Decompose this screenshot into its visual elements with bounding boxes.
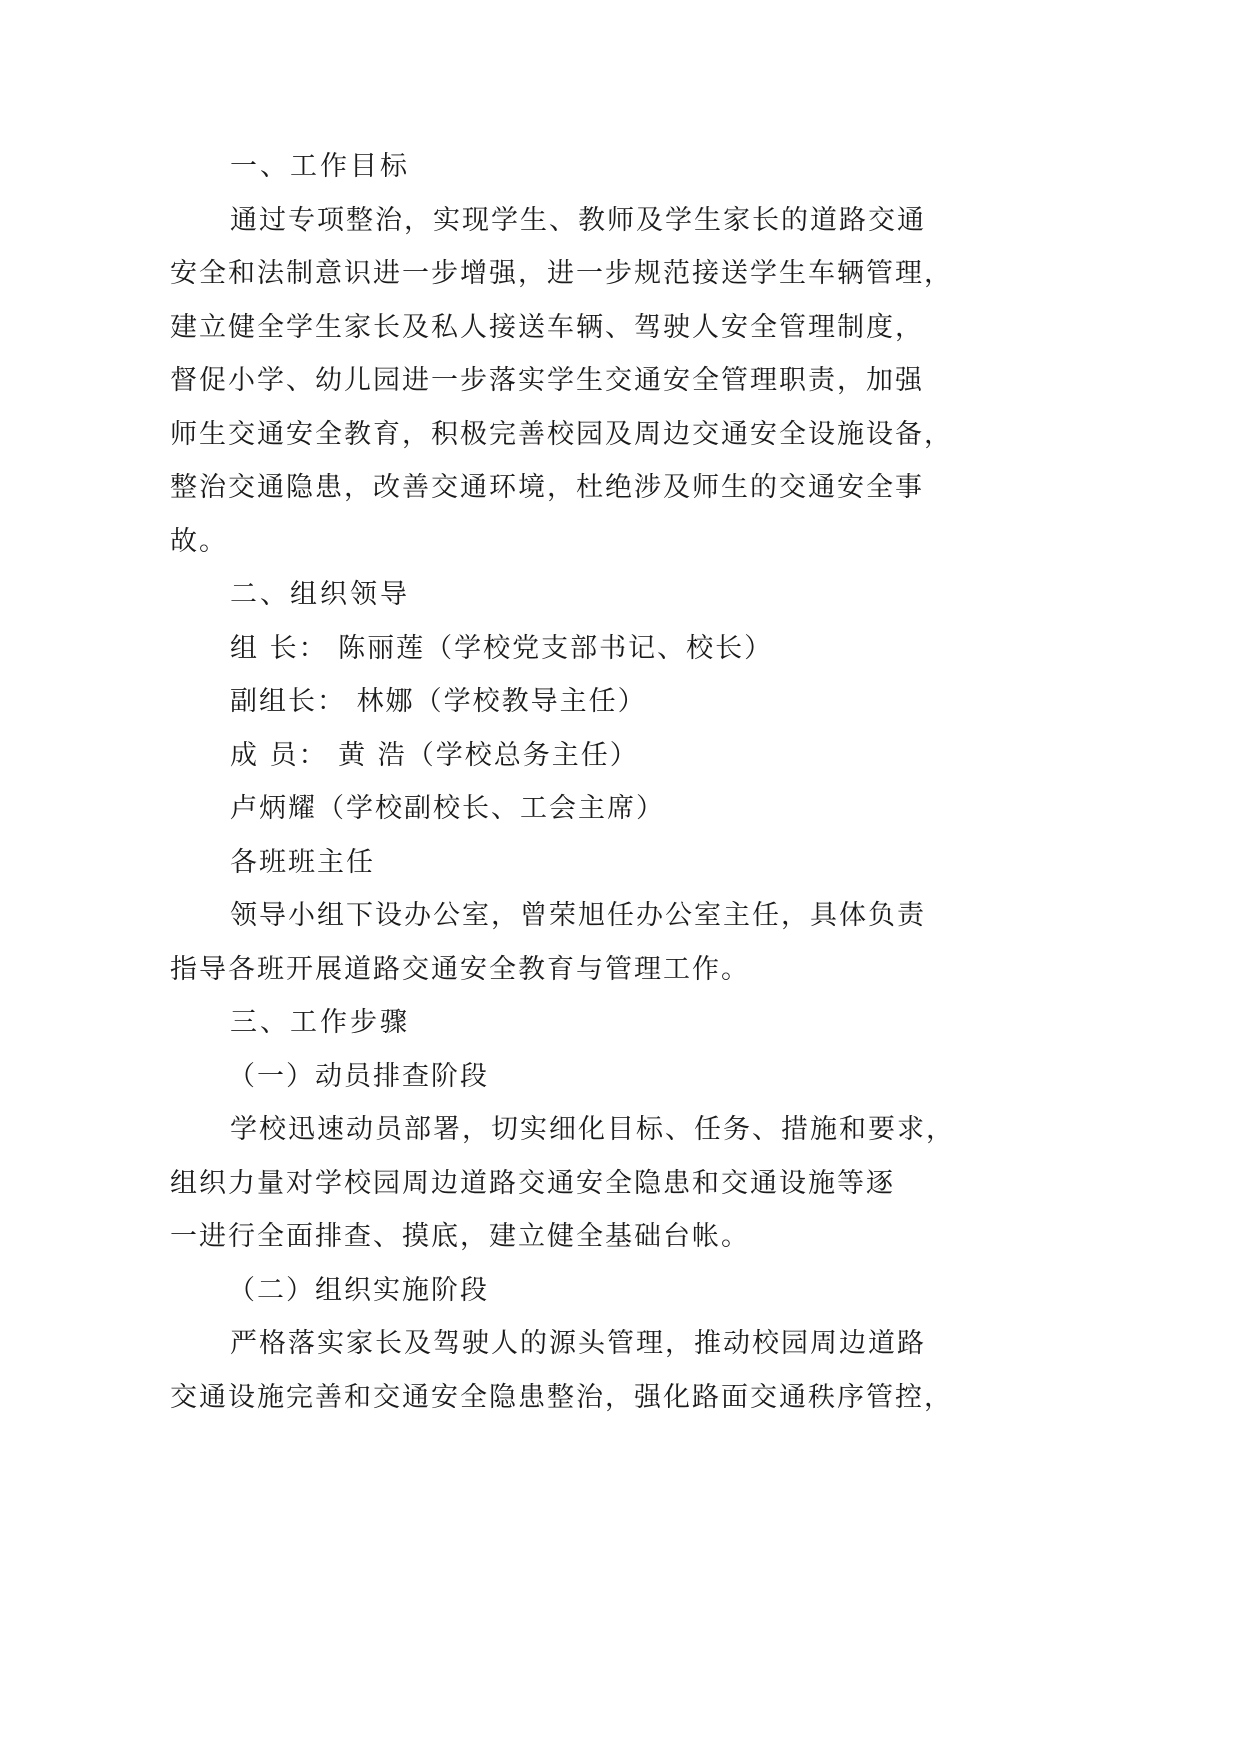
org-leader-line: 组 长： 陈丽莲（学校党支部书记、校长） [230, 632, 774, 664]
paragraph-line: 领导小组下设办公室，曾荣旭任办公室主任，具体负责 [230, 900, 926, 931]
subsection-heading-mobilize: （一）动员排查阶段 [228, 1060, 489, 1092]
paragraph-line: 组织力量对学校园周边道路交通安全隐患和交通设施等逐 [170, 1167, 895, 1199]
subsection-heading-implement: （二）组织实施阶段 [228, 1274, 489, 1306]
paragraph-line: 交通设施完善和交通安全隐患整治，强化路面交通秩序管控， [170, 1381, 953, 1413]
org-deputy-line: 副组长： 林娜（学校教导主任） [230, 686, 647, 717]
document-body [170, 140, 955, 1424]
paragraph-line: 指导各班开展道路交通安全教育与管理工作。 [170, 953, 750, 985]
paragraph-line: 安全和法制意识进一步增强，进一步规范接送学生车辆管理， [170, 258, 953, 289]
section-heading-work-goal: 一、工作目标 [230, 151, 410, 182]
org-member-line: 成 员： 黄 浩（学校总务主任） [230, 739, 639, 771]
paragraph-line: 故。 [170, 525, 228, 557]
section-heading-work-steps: 三、工作步骤 [230, 1007, 410, 1038]
paragraph-line: 严格落实家长及驾驶人的源头管理，推动校园周边道路 [230, 1328, 926, 1359]
org-member-line: 各班班主任 [230, 846, 375, 878]
section-heading-organization: 二、组织领导 [230, 579, 410, 610]
paragraph-line: 师生交通安全教育，积极完善校园及周边交通安全设施设备， [170, 418, 953, 450]
paragraph-line: 通过专项整治，实现学生、教师及学生家长的道路交通 [230, 204, 926, 236]
paragraph-line: 建立健全学生家长及私人接送车辆、驾驶人安全管理制度， [170, 311, 924, 343]
org-member-line: 卢炳耀（学校副校长、工会主席） [230, 793, 665, 824]
paragraph-line: 督促小学、幼儿园进一步落实学生交通安全管理职责，加强 [170, 365, 924, 396]
paragraph-line: 学校迅速动员部署，切实细化目标、任务、措施和要求， [230, 1114, 955, 1145]
paragraph-line: 一进行全面排查、摸底，建立健全基础台帐。 [170, 1221, 750, 1252]
paragraph-line: 整治交通隐患，改善交通环境，杜绝涉及师生的交通安全事 [170, 472, 924, 503]
